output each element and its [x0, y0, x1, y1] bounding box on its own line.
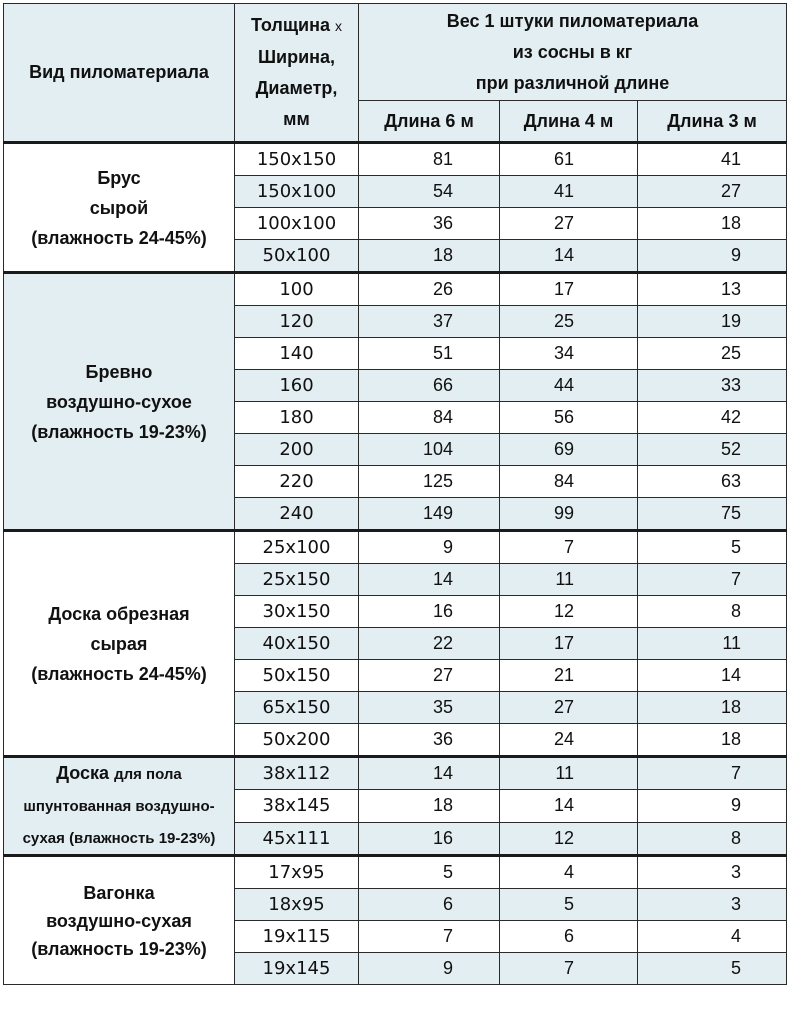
size-cell: 50х150: [235, 660, 359, 692]
size-cell: 25х150: [235, 564, 359, 596]
weight-4m-cell: 61: [500, 143, 638, 176]
weight-6m-cell: 6: [359, 889, 500, 921]
weight-4m-cell: 84: [500, 466, 638, 498]
weight-4m-cell: 21: [500, 660, 638, 692]
weight-4m-cell: 12: [500, 596, 638, 628]
weight-3m-cell: 3: [638, 856, 787, 889]
group-line: (влажность 24-45%): [31, 663, 207, 684]
header-length-4m: Длина 4 м: [500, 101, 638, 143]
size-cell: 38х112: [235, 757, 359, 790]
group-line: сырая: [90, 633, 148, 654]
weight-3m-cell: 18: [638, 692, 787, 724]
weight-6m-cell: 9: [359, 531, 500, 564]
weight-6m-cell: 7: [359, 921, 500, 953]
weight-6m-cell: 22: [359, 628, 500, 660]
size-cell: 100: [235, 273, 359, 306]
weight-4m-cell: 44: [500, 370, 638, 402]
weight-6m-cell: 36: [359, 724, 500, 757]
size-cell: 50х200: [235, 724, 359, 757]
weight-4m-cell: 56: [500, 402, 638, 434]
weight-6m-cell: 125: [359, 466, 500, 498]
size-cell: 65х150: [235, 692, 359, 724]
weight-3m-cell: 9: [638, 790, 787, 822]
weight-3m-cell: 8: [638, 596, 787, 628]
weight-3m-cell: 9: [638, 240, 787, 273]
header-type-text: Вид пиломатериала: [29, 62, 209, 82]
weight-4m-cell: 41: [500, 176, 638, 208]
weight-6m-cell: 51: [359, 338, 500, 370]
weight-3m-cell: 18: [638, 208, 787, 240]
size-cell: 200: [235, 434, 359, 466]
weight-6m-cell: 14: [359, 564, 500, 596]
size-cell: 220: [235, 466, 359, 498]
weight-6m-cell: 35: [359, 692, 500, 724]
size-cell: 140: [235, 338, 359, 370]
size-cell: 40х150: [235, 628, 359, 660]
weight-6m-cell: 16: [359, 822, 500, 855]
header-lumber-type: [4, 4, 235, 143]
weight-4m-cell: 17: [500, 628, 638, 660]
weight-3m-cell: 33: [638, 370, 787, 402]
weight-6m-cell: 104: [359, 434, 500, 466]
size-cell: 150х150: [235, 143, 359, 176]
group-line-small: шпунтованная воздушно-: [23, 798, 215, 815]
size-cell: 180: [235, 402, 359, 434]
size-cell: 50х100: [235, 240, 359, 273]
weight-3m-cell: 4: [638, 921, 787, 953]
group-line: воздушно-сухое: [46, 391, 192, 412]
header-dims-line-1: Толщина: [251, 15, 335, 35]
weight-4m-cell: 27: [500, 208, 638, 240]
size-cell: 19х145: [235, 953, 359, 985]
group-label-timber: [4, 143, 235, 273]
weight-6m-cell: 36: [359, 208, 500, 240]
group-line: (влажность 19-23%): [31, 421, 207, 442]
weight-3m-cell: 8: [638, 822, 787, 855]
header-weight-line-3: при различной длине: [475, 72, 670, 93]
header-dims-line-4: мм: [283, 109, 310, 129]
weight-3m-cell: 52: [638, 434, 787, 466]
weight-3m-cell: 18: [638, 724, 787, 757]
group-line: Вагонка: [83, 882, 155, 903]
size-cell: 120: [235, 306, 359, 338]
header-dims-line-2: Ширина,: [257, 47, 336, 67]
size-cell: 160: [235, 370, 359, 402]
weight-4m-cell: 11: [500, 757, 638, 790]
weight-3m-cell: 3: [638, 889, 787, 921]
weight-4m-cell: 34: [500, 338, 638, 370]
weight-6m-cell: 16: [359, 596, 500, 628]
weight-4m-cell: 69: [500, 434, 638, 466]
group-line: Доска: [56, 763, 110, 783]
header-dimensions: [235, 4, 359, 143]
weight-6m-cell: 14: [359, 757, 500, 790]
weight-6m-cell: 81: [359, 143, 500, 176]
header-weight-line-1: Вес 1 штуки пиломатериала: [446, 10, 699, 31]
group-label-log: [4, 273, 235, 531]
weight-3m-cell: 5: [638, 531, 787, 564]
weight-4m-cell: 4: [500, 856, 638, 889]
group-line: Брус: [97, 167, 141, 188]
size-cell: 18х95: [235, 889, 359, 921]
group-line: сырой: [89, 197, 149, 218]
weight-4m-cell: 25: [500, 306, 638, 338]
weight-6m-cell: 66: [359, 370, 500, 402]
weight-6m-cell: 84: [359, 402, 500, 434]
weight-6m-cell: 37: [359, 306, 500, 338]
weight-3m-cell: 41: [638, 143, 787, 176]
group-line: воздушно-сухая: [46, 910, 192, 931]
weight-4m-cell: 7: [500, 531, 638, 564]
weight-6m-cell: 5: [359, 856, 500, 889]
group-line-small: для пола: [114, 766, 182, 783]
size-cell: 38х145: [235, 790, 359, 822]
size-cell: 150х100: [235, 176, 359, 208]
weight-3m-cell: 7: [638, 757, 787, 790]
group-label-lining: [4, 856, 235, 985]
size-cell: 17х95: [235, 856, 359, 889]
header-length-6m: Длина 6 м: [359, 101, 500, 143]
weight-4m-cell: 11: [500, 564, 638, 596]
size-cell: 240: [235, 498, 359, 531]
group-line: (влажность 19-23%): [31, 938, 207, 959]
weight-4m-cell: 14: [500, 240, 638, 273]
weight-4m-cell: 27: [500, 692, 638, 724]
weight-6m-cell: 54: [359, 176, 500, 208]
weight-6m-cell: 18: [359, 240, 500, 273]
size-cell: 100х100: [235, 208, 359, 240]
weight-6m-cell: 9: [359, 953, 500, 985]
group-label-floor-board: [4, 757, 235, 856]
header-weight: [359, 4, 787, 101]
group-line: Доска обрезная: [48, 603, 190, 624]
weight-4m-cell: 24: [500, 724, 638, 757]
weight-4m-cell: 14: [500, 790, 638, 822]
weight-3m-cell: 11: [638, 628, 787, 660]
weight-4m-cell: 12: [500, 822, 638, 855]
header-dims-x: х: [334, 18, 342, 34]
header-dims-line-3: Диаметр,: [255, 78, 338, 98]
weight-3m-cell: 63: [638, 466, 787, 498]
weight-6m-cell: 149: [359, 498, 500, 531]
size-cell: 19х115: [235, 921, 359, 953]
weight-3m-cell: 27: [638, 176, 787, 208]
size-cell: 45х111: [235, 822, 359, 855]
weight-3m-cell: 42: [638, 402, 787, 434]
weight-4m-cell: 17: [500, 273, 638, 306]
size-cell: 25х100: [235, 531, 359, 564]
weight-6m-cell: 26: [359, 273, 500, 306]
weight-3m-cell: 5: [638, 953, 787, 985]
weight-3m-cell: 13: [638, 273, 787, 306]
weight-6m-cell: 27: [359, 660, 500, 692]
weight-3m-cell: 7: [638, 564, 787, 596]
weight-4m-cell: 6: [500, 921, 638, 953]
weight-4m-cell: 5: [500, 889, 638, 921]
group-label-edged-board: [4, 531, 235, 757]
weight-6m-cell: 18: [359, 790, 500, 822]
header-weight-line-2: из сосны в кг: [512, 41, 633, 62]
lumber-weight-table: [3, 3, 787, 985]
group-line-small: сухая (влажность 19-23%): [22, 830, 216, 847]
weight-4m-cell: 7: [500, 953, 638, 985]
weight-3m-cell: 14: [638, 660, 787, 692]
weight-3m-cell: 25: [638, 338, 787, 370]
size-cell: 30х150: [235, 596, 359, 628]
header-length-3m: Длина 3 м: [638, 101, 787, 143]
weight-4m-cell: 99: [500, 498, 638, 531]
group-line: Бревно: [85, 361, 153, 382]
weight-3m-cell: 19: [638, 306, 787, 338]
weight-3m-cell: 75: [638, 498, 787, 531]
group-line: (влажность 24-45%): [31, 227, 207, 248]
